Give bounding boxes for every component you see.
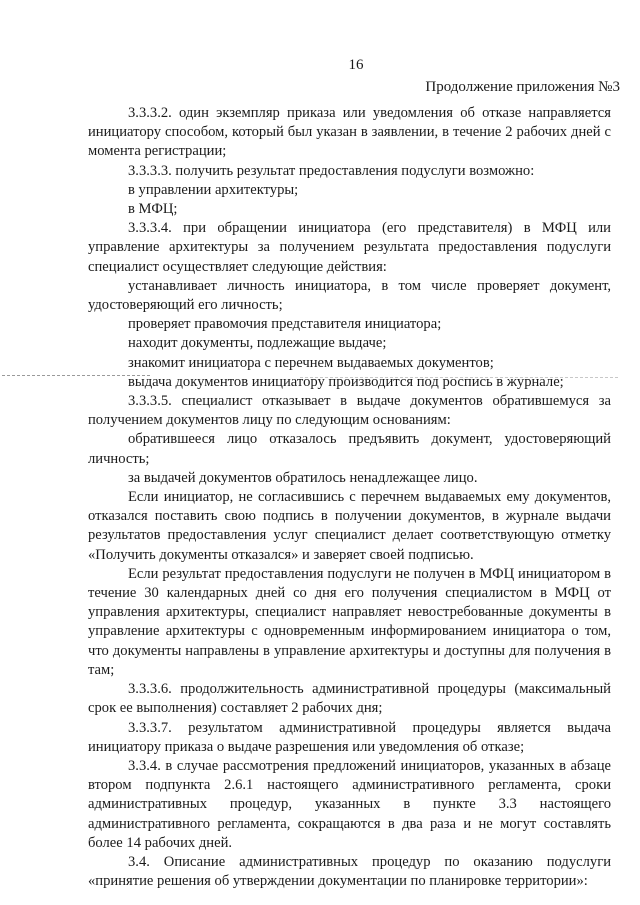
- list-item: в управлении архитектуры;: [128, 181, 299, 198]
- paragraph-3-3-3-4: 3.3.3.4. при обращении инициатора (его представителя) в МФЦ или управление архитектуры за получением результата предоставления подуслуги специалист осуществляет следующие действия:: [88, 220, 611, 275]
- list-item: проверяет правомочия представителя инициатора;: [128, 316, 442, 333]
- paragraph-unclaimed-documents: Если результат предоставления подуслуги не получен в МФЦ инициатором в течение 30 календарных дней со дня его получения специалистом в МФЦ от управления архитектуры, специалист направляет невостребованные документы в управление архитектуры с одновременным информированием инициатора о том, что документы направлены в управление архитектуры и доступны для получения в там;: [88, 565, 611, 678]
- paragraph-3-3-3-7: 3.3.3.7. результатом административной процедуры является выдача инициатору приказа о выдаче разрешения или уведомления об отказе;: [88, 719, 611, 755]
- paragraph-3-3-3-3: 3.3.3.3. получить результат предоставления подуслуги возможно:: [128, 162, 535, 179]
- page-number: 16: [348, 57, 364, 73]
- list-item: за выдачей документов обратилось ненадлежащее лицо.: [128, 469, 478, 486]
- list-item: находит документы, подлежащие выдаче;: [128, 335, 387, 352]
- appendix-continuation-label: Продолжение приложения №3: [425, 79, 620, 95]
- list-item: обратившееся лицо отказалось предъявить документ, удостоверяющий личность;: [88, 431, 611, 467]
- paragraph-3-4: 3.4. Описание административных процедур по оказанию подуслуги «принятие решения об утверждении документации по планировке территории»:: [88, 853, 611, 890]
- paragraph-3-3-4: 3.3.4. в случае рассмотрения предложений инициаторов, указанных в абзаце втором подпункта 2.6.1 настоящего административного регламента, сроки административных процедур, указанных в пункте 3.3 настоящего административного регламента, сокращаются в два раза и не могут составлять более 14 рабочих дней.: [88, 757, 611, 851]
- paragraph-3-3-3-6: 3.3.3.6. продолжительность административной процедуры (максимальный срок ее выполнения) составляет 2 рабочих дня;: [88, 681, 611, 717]
- paragraph-refusal-note: Если инициатор, не согласившись с перечнем выдаваемых ему документов, отказался поставить свою подпись в получении документов, в журнале выдачи результатов предоставления услуг специалист делает соответствующую отметку «Получить документы отказался» и заверяет своей подписью.: [88, 489, 611, 563]
- paragraph-3-3-3-2: 3.3.3.2. один экземпляр приказа или уведомления об отказе направляется инициатору способом, который был указан в заявлении, в течение 2 рабочих дней с момента регистрации;: [88, 105, 611, 160]
- list-item: выдача документов инициатору производится под роспись в журнале;: [128, 373, 564, 390]
- list-item: знакомит инициатора с перечнем выдаваемых документов;: [128, 354, 494, 371]
- list-item: устанавливает личность инициатора, в том числе проверяет документ, удостоверяющий его личность;: [88, 277, 611, 314]
- list-item: в МФЦ;: [128, 201, 178, 218]
- paragraph-3-3-3-5: 3.3.3.5. специалист отказывает в выдаче документов обратившемуся за получением документов лицу по следующим основаниям:: [88, 393, 611, 429]
- document-body: [88, 104, 611, 891]
